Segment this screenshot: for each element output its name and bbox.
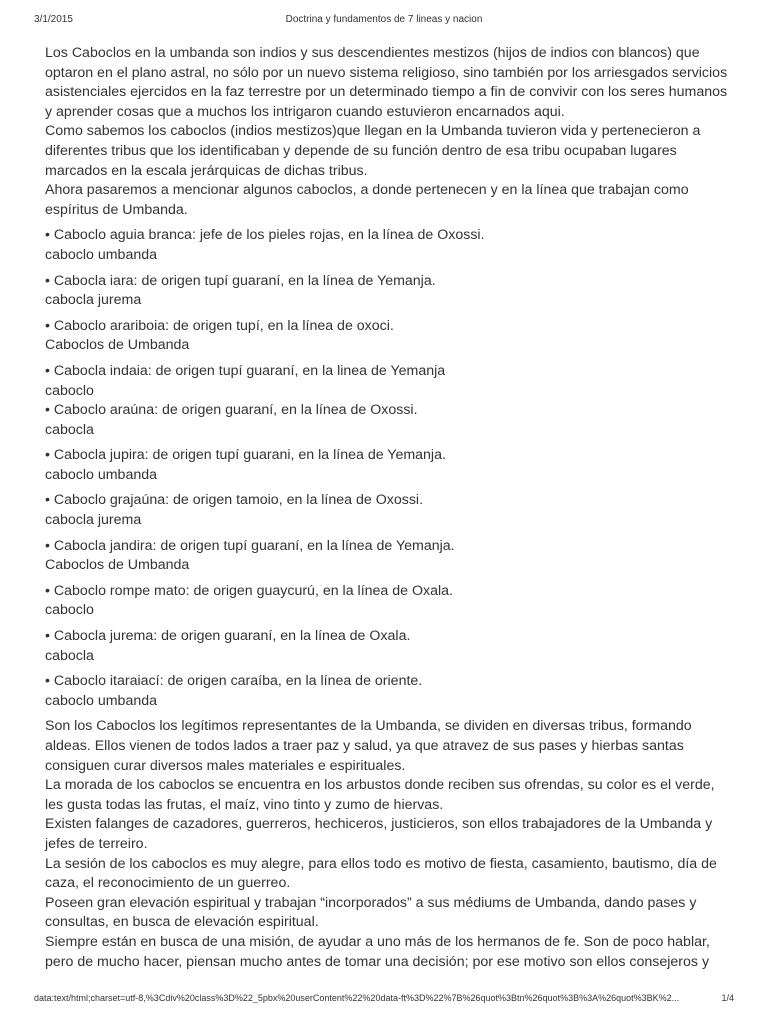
caboclo-entry bbox=[45, 672, 735, 711]
print-footer bbox=[34, 993, 734, 1007]
caboclo-entry bbox=[45, 401, 735, 440]
entry-line: • Caboclo arariboia: de origen tupí, en la línea de oxoci. bbox=[45, 317, 394, 334]
closing-paragraph: La sesión de los caboclos es muy alegre, para ellos todo es motivo de fiesta, casamiento, bautismo, día de caza, el reconocimiento de un guerreo. bbox=[45, 855, 717, 892]
closing-paragraph: Siempre están en busca de una misión, de ayudar a uno más de los hermanos de fe. Son de poco hablar, pero de mucho hacer, piensan mucho antes de tomar una decisión; por ese motivo son ellos consejeros y bbox=[45, 933, 710, 970]
caboclo-entry bbox=[45, 491, 735, 530]
entry-line: • Caboclo aguia branca: jefe de los pieles rojas, en la línea de Oxossi. bbox=[45, 227, 485, 244]
image-caption: caboclo umbanda bbox=[45, 692, 158, 709]
document-title: Doctrina y fundamentos de 7 lineas y nacion bbox=[285, 14, 483, 25]
closing-paragraph: Existen falanges de cazadores, guerreros, hechiceros, justicieros, son ellos trabajadores de la Umbanda y jefes de terreiro. bbox=[45, 816, 713, 852]
caboclo-entry bbox=[45, 362, 735, 401]
image-caption: cabocla bbox=[45, 647, 94, 664]
image-caption: caboclo bbox=[45, 382, 94, 399]
caboclo-entry bbox=[45, 226, 735, 265]
image-caption: caboclo bbox=[45, 602, 94, 619]
intro-paragraph: Los Caboclos en la umbanda son indios y sus descendientes mestizos (hijos de indios con blancos) que optaron en el plano astral, no sólo por un nuevo sistema religioso, sino también por los arriesgados servicios asistenciales ejercidos en la faz terrestre por un determinado tiempo a fin de convivir con los seres humanos y aprender cosas que a muchos los intrigaron cuando estuvieron encarnados aqui. bbox=[45, 45, 728, 120]
entry-line: • Caboclo itaraiací: de origen caraíba, en la línea de oriente. bbox=[45, 673, 423, 690]
entry-line: • Cabocla jandira: de origen tupí guaraní, en la línea de Yemanja. bbox=[45, 537, 455, 554]
entry-line: • Cabocla jupira: de origen tupí guarani, en la línea de Yemanja. bbox=[45, 447, 446, 464]
image-caption: caboclo umbanda bbox=[45, 246, 158, 263]
intro-paragraph: Como sabemos los caboclos (indios mestizos)que llegan en la Umbanda tuvieron vida y pertenecieron a diferentes tribus que los identificaban y depende de su función dentro de esa tribu ocupaban lugares marcados en la escala jerárquicas de dichas tribus. bbox=[45, 123, 701, 179]
entry-line: • Caboclo araúna: de origen guaraní, en la línea de Oxossi. bbox=[45, 402, 418, 419]
intro-section bbox=[45, 44, 735, 220]
entry-line: • Caboclo grajaúna: de origen tamoio, en la línea de Oxossi. bbox=[45, 492, 424, 509]
print-header bbox=[34, 14, 734, 28]
caboclo-entry bbox=[45, 317, 735, 356]
closing-paragraph: Son los Caboclos los legítimos representantes de la Umbanda, se dividen en diversas tribus, formando aldeas. Ellos vienen de todos lados a traer paz y salud, ya que atravez de sus pases y hierbas santas consiguen curar diversos males materiales e espirituales. bbox=[45, 718, 692, 774]
intro-paragraph: Ahora pasaremos a mencionar algunos caboclos, a donde pertenecen y en la línea que trabajan como espíritus de Umbanda. bbox=[45, 182, 689, 218]
image-caption: Caboclos de Umbanda bbox=[45, 557, 190, 574]
image-caption: Caboclos de Umbanda bbox=[45, 337, 190, 354]
image-caption: cabocla jurema bbox=[45, 292, 142, 309]
caboclo-entry bbox=[45, 272, 735, 311]
entry-line: • Caboclo rompe mato: de origen guaycurú, en la línea de Oxala. bbox=[45, 582, 453, 599]
image-caption: cabocla bbox=[45, 421, 94, 438]
print-date: 3/1/2015 bbox=[34, 14, 73, 25]
source-url: data:text/html;charset=utf-8,%3Cdiv%20class%3D%22_5pbx%20userContent%22%20data-ft%3D%22%7B%26quot%3Btn%26quot%3B%3A%26quot%3BK%2... bbox=[34, 993, 680, 1003]
article-body bbox=[45, 44, 735, 972]
image-caption: cabocla jurema bbox=[45, 512, 142, 529]
closing-paragraph: Poseen gran elevación espiritual y trabajan “incorporados” a sus médiums de Umbanda, dando pases y consultas, en busca de elevación espiritual. bbox=[45, 894, 697, 931]
entry-line: • Cabocla indaia: de origen tupí guaraní, en la linea de Yemanja bbox=[45, 362, 446, 379]
entry-line: • Cabocla iara: de origen tupí guaraní, en la línea de Yemanja. bbox=[45, 272, 436, 289]
caboclo-entry bbox=[45, 627, 735, 666]
closing-section bbox=[45, 717, 735, 972]
page-number: 1/4 bbox=[721, 993, 734, 1003]
caboclo-entry bbox=[45, 446, 735, 485]
closing-paragraph: La morada de los caboclos se encuentra en los arbustos donde reciben sus ofrendas, su color es el verde, les gusta todas las frutas, el maíz, vino tinto y zumo de hiervas. bbox=[45, 777, 715, 813]
entry-line: • Cabocla jurema: de origen guaraní, en la línea de Oxala. bbox=[45, 628, 411, 645]
caboclo-entry bbox=[45, 537, 735, 576]
caboclo-entry bbox=[45, 582, 735, 621]
image-caption: caboclo umbanda bbox=[45, 466, 158, 483]
